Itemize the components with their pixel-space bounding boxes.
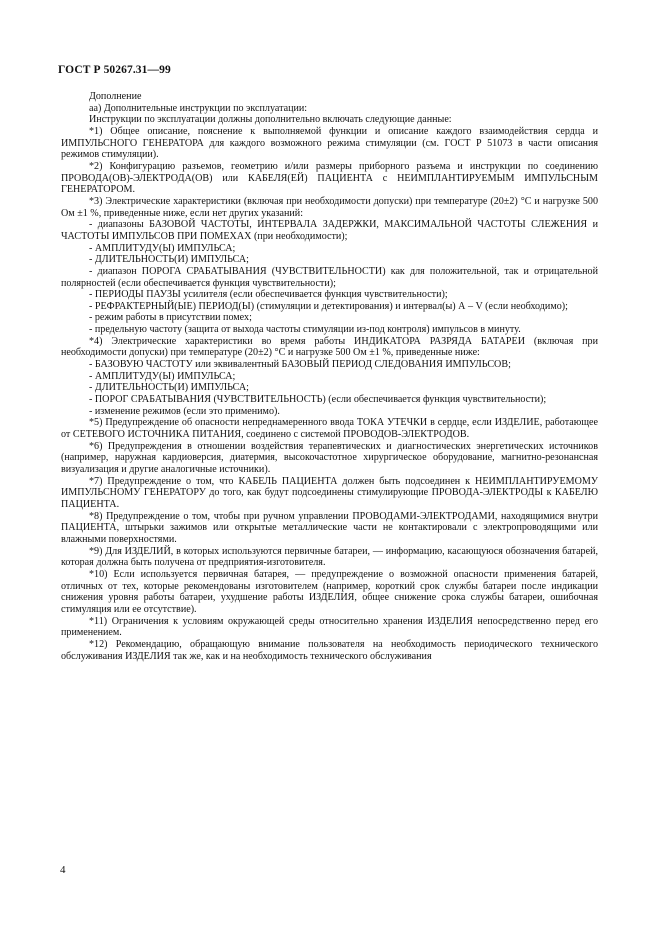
paragraph: - БАЗОВУЮ ЧАСТОТУ или эквивалентный БАЗОВЫЙ ПЕРИОД СЛЕДОВАНИЯ ИМПУЛЬСОВ; [89, 359, 511, 371]
paragraph: *8) Предупреждение о том, чтобы при ручном управлении ПРОВОДАМИ-ЭЛЕКТРОДАМИ, находящимися внутри ПАЦИЕНТА, штырьки зажимов или открытые металлические части не контактировали с электропроводящими или влажными поверхностями. [61, 510, 598, 545]
paragraph: - АМПЛИТУДУ(Ы) ИМПУЛЬСА; [89, 242, 236, 254]
paragraph: *2) Конфигурацию разъемов, геометрию и/или размеры приборного разъема и инструкции по соединению ПРОВОДА(ОВ)-ЭЛЕКТРОДА(ОВ) или КАБЕЛЯ(ЕЙ) ПАЦИЕНТА с НЕИМПЛАНТИРУЕМЫМ ИМПУЛЬСНЫМ ГЕНЕРАТОРОМ. [61, 160, 598, 196]
paragraph: *9) Для ИЗДЕЛИЙ, в которых используются первичные батареи, — информацию, касающуюся обозначения батарей, которая должна быть получена от предприятия-изготовителя. [61, 545, 598, 569]
page-number: 4 [60, 864, 66, 876]
paragraph: - ДЛИТЕЛЬНОСТЬ(И) ИМПУЛЬСА; [89, 254, 249, 266]
paragraph: - предельную частоту (защита от выхода частоты стимуляции из-под контроля) импульсов в минуту. [89, 324, 521, 336]
paragraph: *5) Предупреждение об опасности непреднамеренного ввода ТОКА УТЕЧКИ в сердце, если ИЗДЕЛИЕ, работающее от СЕТЕВОГО ИСТОЧНИКА ПИТАНИЯ, соединено с системой ПРОВОДОВ-ЭЛЕКТРОДОВ. [61, 417, 598, 441]
paragraph: - ПЕРИОДЫ ПАУЗЫ усилителя (если обеспечивается функция чувствительности); [89, 289, 448, 301]
paragraph: *1) Общее описание, пояснение к выполняемой функции и описание каждого взаимодействия сердца и ИМПУЛЬСНОГО ГЕНЕРАТОРА для каждого возможного режима стимуляции (см. ГОСТ Р 51073 в части описания режимов стимуляции). [61, 125, 598, 161]
paragraph: *12) Рекомендацию, обращающую внимание пользователя на необходимость периодического технического обслуживания ИЗДЕЛИЯ так же, как и на необходимость технического обслуживания [61, 638, 598, 662]
document-header: ГОСТ Р 50267.31—99 [58, 64, 171, 76]
paragraph: *6) Предупреждения в отношении воздействия терапевтических и диагностических энергетических источников (например, наружная кардиоверсия, диатермия, высокочастотное хирургическое оборудование, магнитно-резонансная визуализация и другие аналогичные источники). [61, 440, 598, 475]
paragraph: - ПОРОГ СРАБАТЫВАНИЯ (ЧУВСТВИТЕЛЬНОСТЬ) (если обеспечивается функция чувствительности); [89, 394, 547, 406]
paragraph: - диапазон ПОРОГА СРАБАТЫВАНИЯ (ЧУВСТВИТЕЛЬНОСТИ) как для положительной, так и отрицательной полярностей (если обеспечивается функция чувствительности); [61, 265, 598, 289]
paragraph: *7) Предупреждение о том, что КАБЕЛЬ ПАЦИЕНТА должен быть подсоединен к НЕИМПЛАНТИРУЕМОМУ ИМПУЛЬСНОМУ ГЕНЕРАТОРУ до того, как будут подсоединены стимулирующие ПРОВОДА-ЭЛЕКТРОДЫ к КАБЕЛЮ ПАЦИЕНТА. [61, 475, 598, 510]
paragraph: - РЕФРАКТЕРНЫЙ(ЫЕ) ПЕРИОД(Ы) (стимуляции и детектирования) и интервал(ы) А – V (если необходимо); [89, 300, 568, 312]
paragraph: аа) Дополнительные инструкции по эксплуатации: [89, 102, 308, 114]
document-body [61, 91, 598, 662]
paragraph: - режим работы в присутствии помех; [89, 312, 252, 324]
paragraph: Инструкции по эксплуатации должны дополнительно включать следующие данные: [89, 114, 452, 126]
paragraph: *4) Электрические характеристики во время работы ИНДИКАТОРА РАЗРЯДА БАТАРЕИ (включая при необходимости допуски) при температуре (20±2) °С и нагрузке 500 Ом ±1 %, приведенные ниже: [61, 335, 598, 359]
paragraph: *3) Электрические характеристики (включая при необходимости допуски) при температуре (20±2) °С и нагрузке 500 Ом ±1 %, приведенные ниже, если нет других указаний: [61, 195, 598, 219]
paragraph: *10) Если используется первичная батарея, — предупреждение о возможной опасности применения батарей, отличных от тех, которые рекомендованы изготовителем (например, короткий срок службы батареи после индикации снижения уровня работы батареи, ухудшение работы ИЗДЕЛИЯ, общее снижение срока службы батареи, ошибочная стимуляция или ее отсутствие). [61, 568, 598, 615]
paragraph: - изменение режимов (если это применимо). [89, 405, 280, 417]
paragraph: - ДЛИТЕЛЬНОСТЬ(И) ИМПУЛЬСА; [89, 382, 249, 394]
paragraph: - диапазоны БАЗОВОЙ ЧАСТОТЫ, ИНТЕРВАЛА ЗАДЕРЖКИ, МАКСИМАЛЬНОЙ ЧАСТОТЫ СЛЕЖЕНИЯ и ЧАСТОТЫ ИМПУЛЬСОВ ПРИ ПОМЕХАХ (при необходимости); [61, 219, 598, 242]
paragraph: - АМПЛИТУДУ(Ы) ИМПУЛЬСА; [89, 370, 236, 382]
paragraph: *11) Ограничения к условиям окружающей среды относительно хранения ИЗДЕЛИЯ непосредственно перед его применением. [61, 615, 598, 639]
paragraph: Дополнение [89, 91, 142, 102]
